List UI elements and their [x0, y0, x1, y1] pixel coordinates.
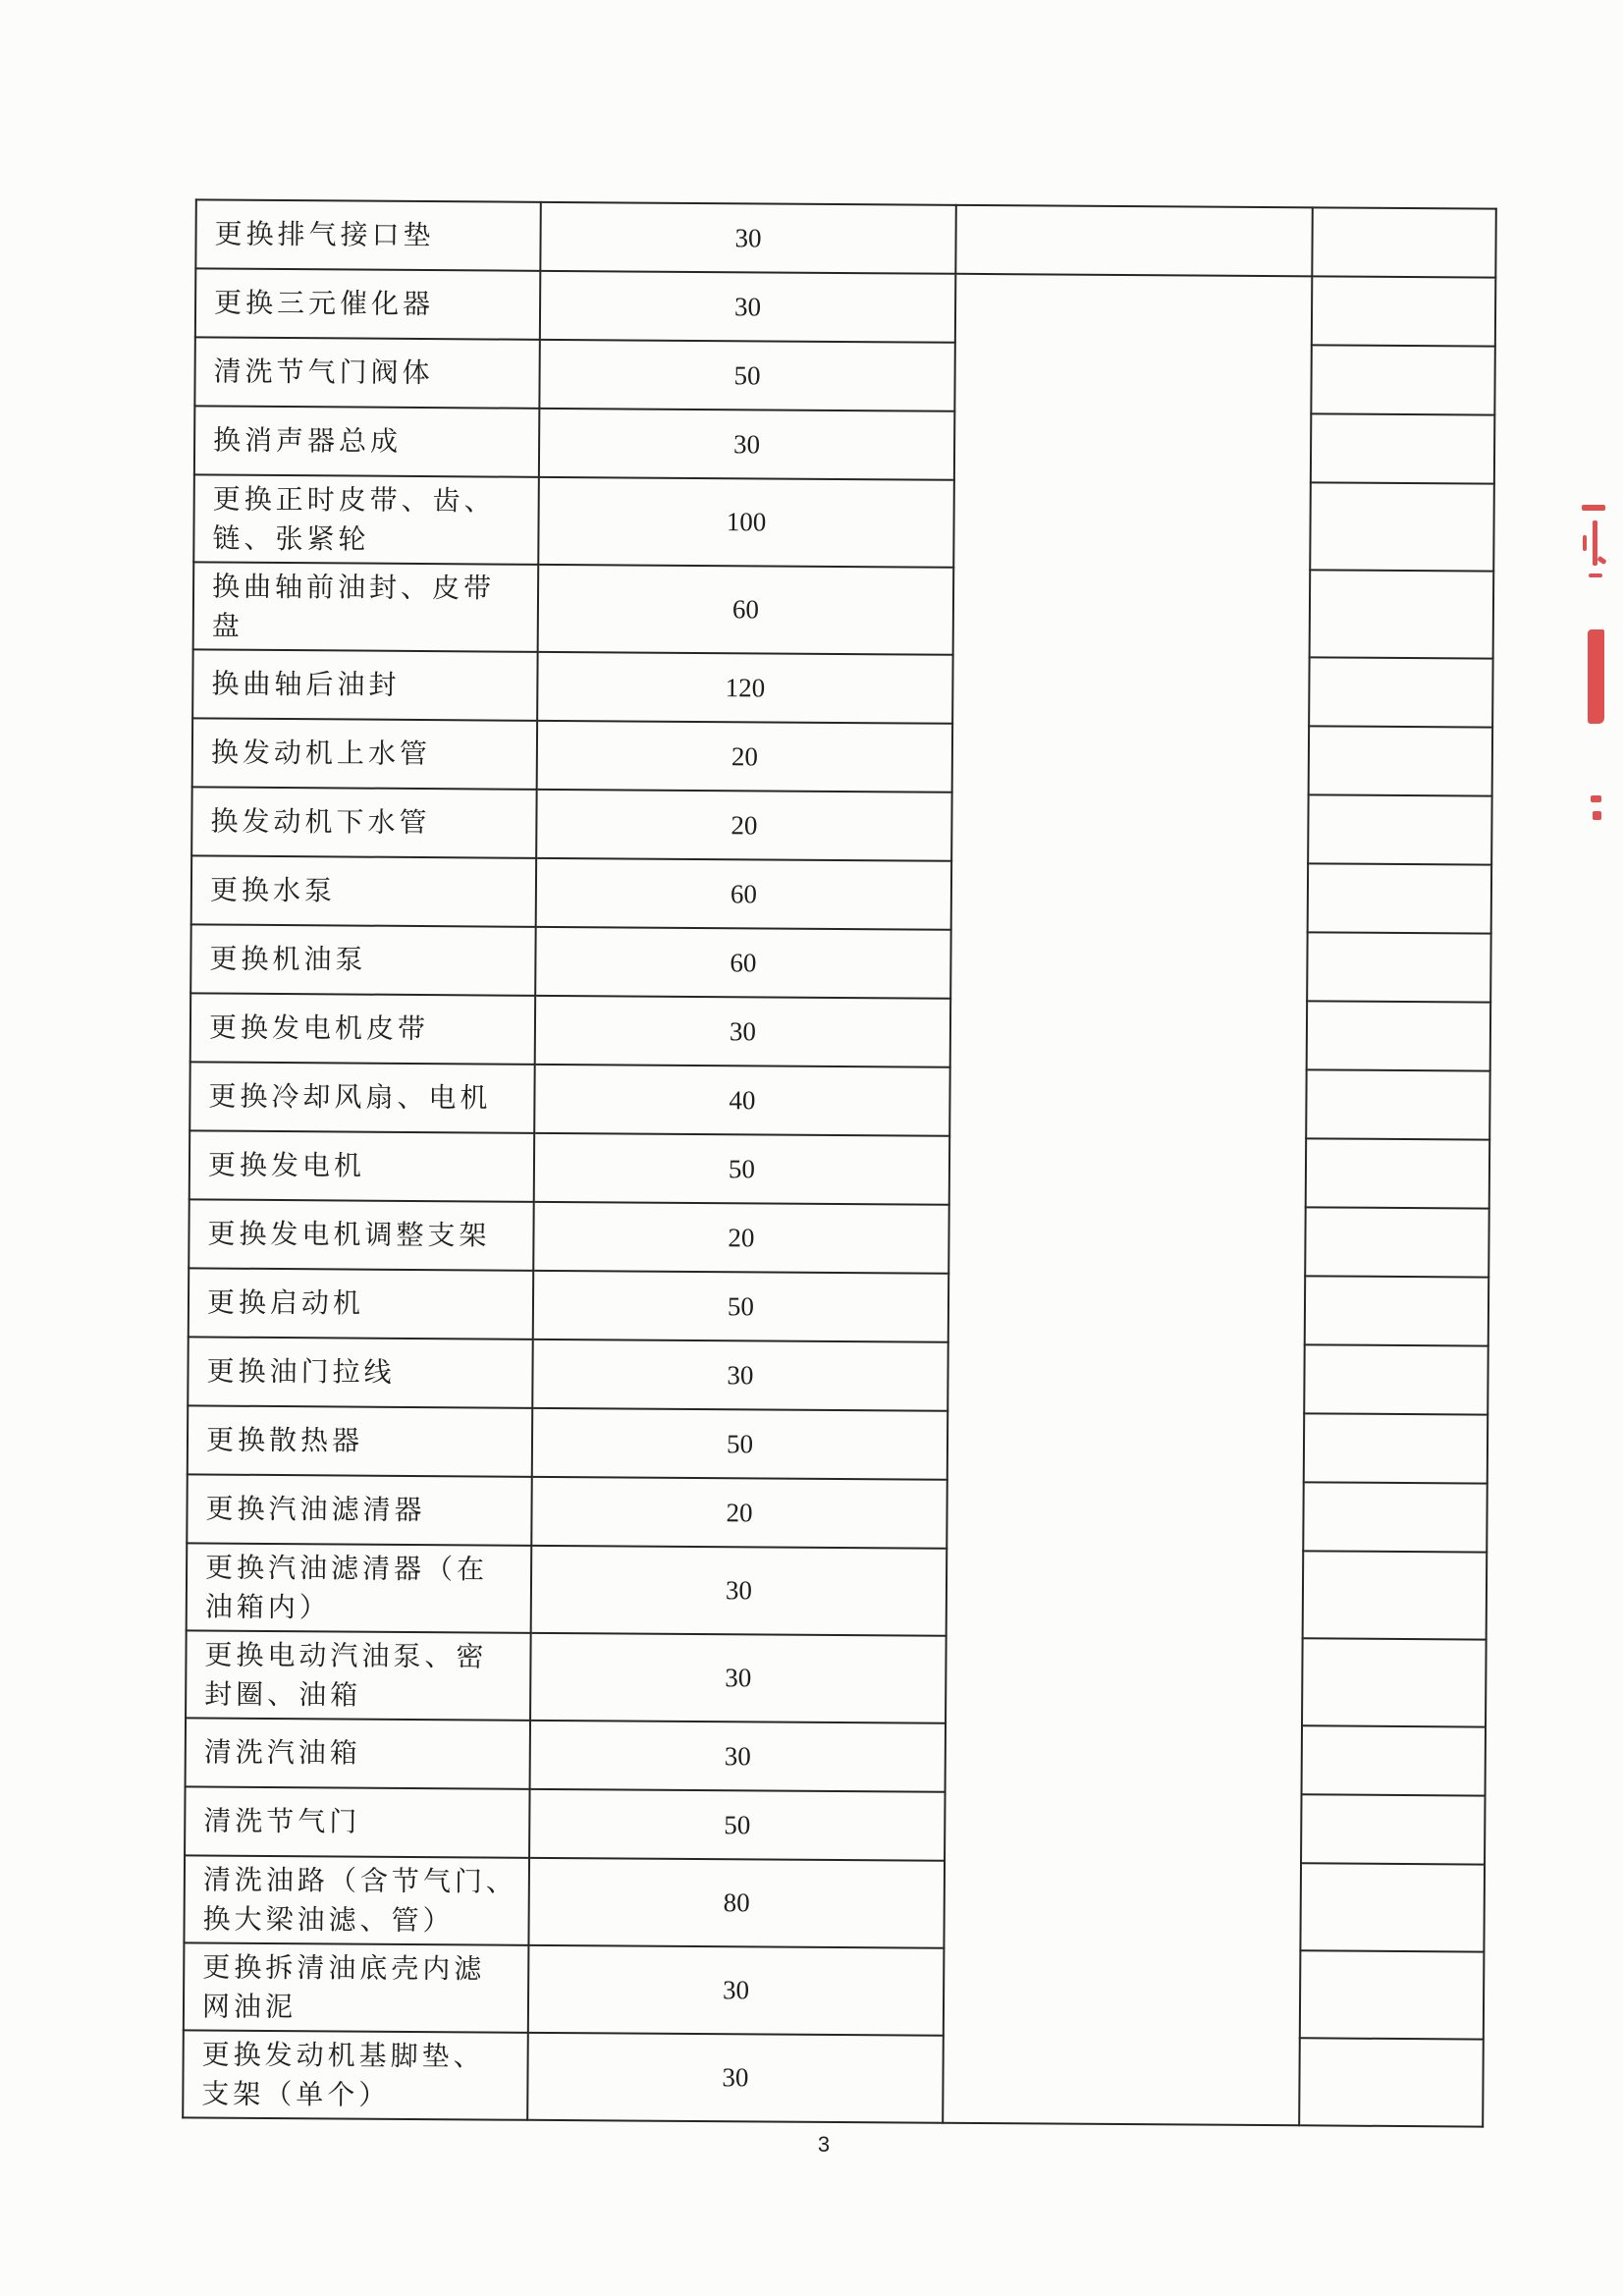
- blank-cell: [1300, 1950, 1485, 2039]
- item-cell: [193, 562, 539, 651]
- item-cell: [194, 337, 539, 408]
- blank-cell: [1308, 863, 1491, 933]
- item-cell: [183, 2030, 528, 2119]
- blank-cell: [1302, 1725, 1486, 1795]
- value-cell: 30: [530, 1633, 947, 1723]
- blank-cell: [1300, 1863, 1485, 1951]
- item-text-line: 封圈、油箱: [204, 1676, 362, 1712]
- blank-cell: [1302, 1638, 1487, 1726]
- value-cell: 60: [536, 858, 951, 930]
- blank-cell: [1305, 1276, 1488, 1345]
- value-cell: 30: [528, 1945, 945, 2036]
- price-table: [182, 198, 1497, 2127]
- item-cell: [186, 1630, 531, 1720]
- item-text-line: 网油泥: [201, 1989, 298, 2023]
- seal-stroke: [1589, 574, 1602, 577]
- item-text-line: 换曲轴前油封、皮带: [211, 570, 496, 605]
- blank-cell: [1309, 657, 1492, 727]
- item-cell: [188, 1405, 532, 1476]
- value-cell: 100: [538, 477, 954, 568]
- item-text-line: 换曲轴后油封: [211, 667, 401, 701]
- value-cell: 30: [532, 1339, 947, 1411]
- value-cell: 60: [535, 927, 950, 999]
- value-cell: 20: [531, 1477, 947, 1549]
- item-text-line: 更换发电机: [207, 1148, 366, 1182]
- blank-cell: [1309, 726, 1492, 795]
- value-cell: 80: [528, 1858, 945, 1948]
- item-cell: [189, 1268, 533, 1339]
- blank-cell: [1310, 570, 1494, 658]
- item-text-line: 更换电动汽油泵、密: [204, 1637, 488, 1673]
- item-text-line: 更换启动机: [206, 1285, 365, 1320]
- blank-cell: [1305, 1207, 1488, 1277]
- item-cell: [189, 1130, 534, 1201]
- value-cell: 20: [536, 790, 951, 861]
- value-cell: 40: [534, 1065, 949, 1136]
- item-text-line: 更换油门拉线: [206, 1354, 396, 1389]
- item-text-line: 更换拆清油底壳内滤: [202, 1949, 486, 1986]
- value-cell: 50: [539, 340, 954, 411]
- blank-cell: [1304, 1413, 1488, 1483]
- item-text-line: 更换水泵: [209, 873, 337, 907]
- item-cell: [190, 993, 535, 1064]
- item-cell: [185, 1786, 529, 1857]
- item-text-line: 更换冷却风扇、电机: [208, 1079, 492, 1115]
- item-text-line: 更换汽油滤清器: [205, 1492, 426, 1527]
- table-row: [195, 268, 1495, 346]
- blank-cell: [1307, 1001, 1490, 1070]
- item-cell: [189, 1062, 534, 1132]
- blank-cell: [1306, 1069, 1489, 1139]
- blank-cell: [1311, 345, 1494, 414]
- item-cell: [192, 718, 537, 789]
- item-text-line: 清洗油路（含节气门、: [202, 1862, 518, 1898]
- blank-cell: [955, 205, 1312, 277]
- value-cell: 50: [533, 1271, 948, 1342]
- item-text-line: 更换机油泵: [209, 942, 367, 976]
- seal-stroke: [1583, 535, 1587, 551]
- item-cell: [194, 406, 539, 476]
- item-cell: [195, 268, 540, 339]
- value-cell: 50: [532, 1408, 947, 1480]
- item-text-line: 清洗节气门阀体: [213, 355, 434, 390]
- item-text-line: 支架（单个）: [201, 2076, 391, 2111]
- value-cell: 50: [529, 1789, 945, 1861]
- value-cell: 30: [539, 409, 954, 480]
- item-text-line: 更换散热器: [205, 1423, 364, 1457]
- blank-cell: [1308, 794, 1491, 864]
- item-cell: [191, 787, 536, 857]
- seal-stroke: [1593, 811, 1601, 820]
- value-cell: 30: [531, 1546, 947, 1636]
- value-cell: 30: [527, 2033, 944, 2123]
- blank-cell: [1310, 482, 1494, 571]
- item-cell: [191, 855, 536, 926]
- item-text-line: 更换汽油滤清器（在: [204, 1551, 489, 1586]
- item-text-line: 更换发动机基脚垫、: [201, 2037, 485, 2072]
- seal-stroke: [1591, 795, 1601, 802]
- seal-stroke: [1588, 629, 1604, 724]
- item-text-line: 更换排气接口垫: [214, 217, 435, 252]
- item-cell: [186, 1718, 530, 1788]
- item-text-line: 清洗汽油箱: [203, 1735, 361, 1770]
- item-cell: [184, 1942, 529, 2032]
- blank-cell: [1304, 1344, 1488, 1414]
- blank-cell: [1299, 2038, 1484, 2126]
- value-cell: 30: [540, 202, 955, 274]
- item-text-line: 换发动机上水管: [210, 736, 432, 771]
- item-cell: [195, 199, 540, 270]
- item-cell: [188, 1337, 532, 1407]
- item-cell: [192, 649, 537, 720]
- item-text-line: 油箱内）: [204, 1590, 331, 1623]
- value-cell: 20: [533, 1202, 948, 1274]
- item-text-line: 更换发电机调整支架: [207, 1217, 491, 1252]
- item-text-line: 换发动机下水管: [210, 804, 431, 840]
- blank-cell: [1303, 1482, 1487, 1552]
- blank-cell: [1306, 1138, 1489, 1208]
- blank-cell: [1301, 1794, 1485, 1864]
- value-cell: 30: [530, 1721, 946, 1792]
- blank-cell: [1312, 276, 1495, 346]
- value-cell: 30: [535, 996, 950, 1067]
- value-cell: 50: [534, 1133, 949, 1205]
- item-text-line: 换大梁油滤、管）: [202, 1901, 455, 1937]
- table-row: [195, 199, 1495, 277]
- table-body: [183, 199, 1496, 2126]
- blank-cell: [1312, 207, 1495, 277]
- blank-cell: [1303, 1551, 1488, 1639]
- item-text-line: 更换三元催化器: [213, 286, 435, 321]
- item-cell: [190, 924, 535, 995]
- item-text-line: 更换正时皮带、齿、: [212, 482, 496, 518]
- item-cell: [193, 474, 539, 564]
- item-text-line: 换消声器总成: [213, 423, 403, 458]
- seal-stroke: [1582, 505, 1605, 511]
- item-text-line: 链、张紧轮: [212, 521, 370, 556]
- value-cell: 120: [537, 652, 952, 724]
- blank-cell: [1311, 413, 1494, 483]
- item-cell: [189, 1199, 533, 1270]
- item-text-line: 更换发电机皮带: [208, 1011, 430, 1046]
- item-cell: [187, 1474, 531, 1545]
- item-text-line: 盘: [211, 609, 243, 642]
- item-cell: [184, 1855, 529, 1944]
- seal-stroke: [1596, 556, 1606, 565]
- item-cell: [187, 1543, 532, 1632]
- blank-cell: [1307, 932, 1490, 1002]
- item-text-line: 清洗节气门: [203, 1804, 361, 1838]
- merged-blank-cell: [943, 274, 1312, 2125]
- value-cell: 20: [537, 721, 952, 793]
- page-number: 3: [817, 2132, 831, 2157]
- value-cell: 30: [540, 271, 955, 343]
- value-cell: 60: [538, 565, 954, 655]
